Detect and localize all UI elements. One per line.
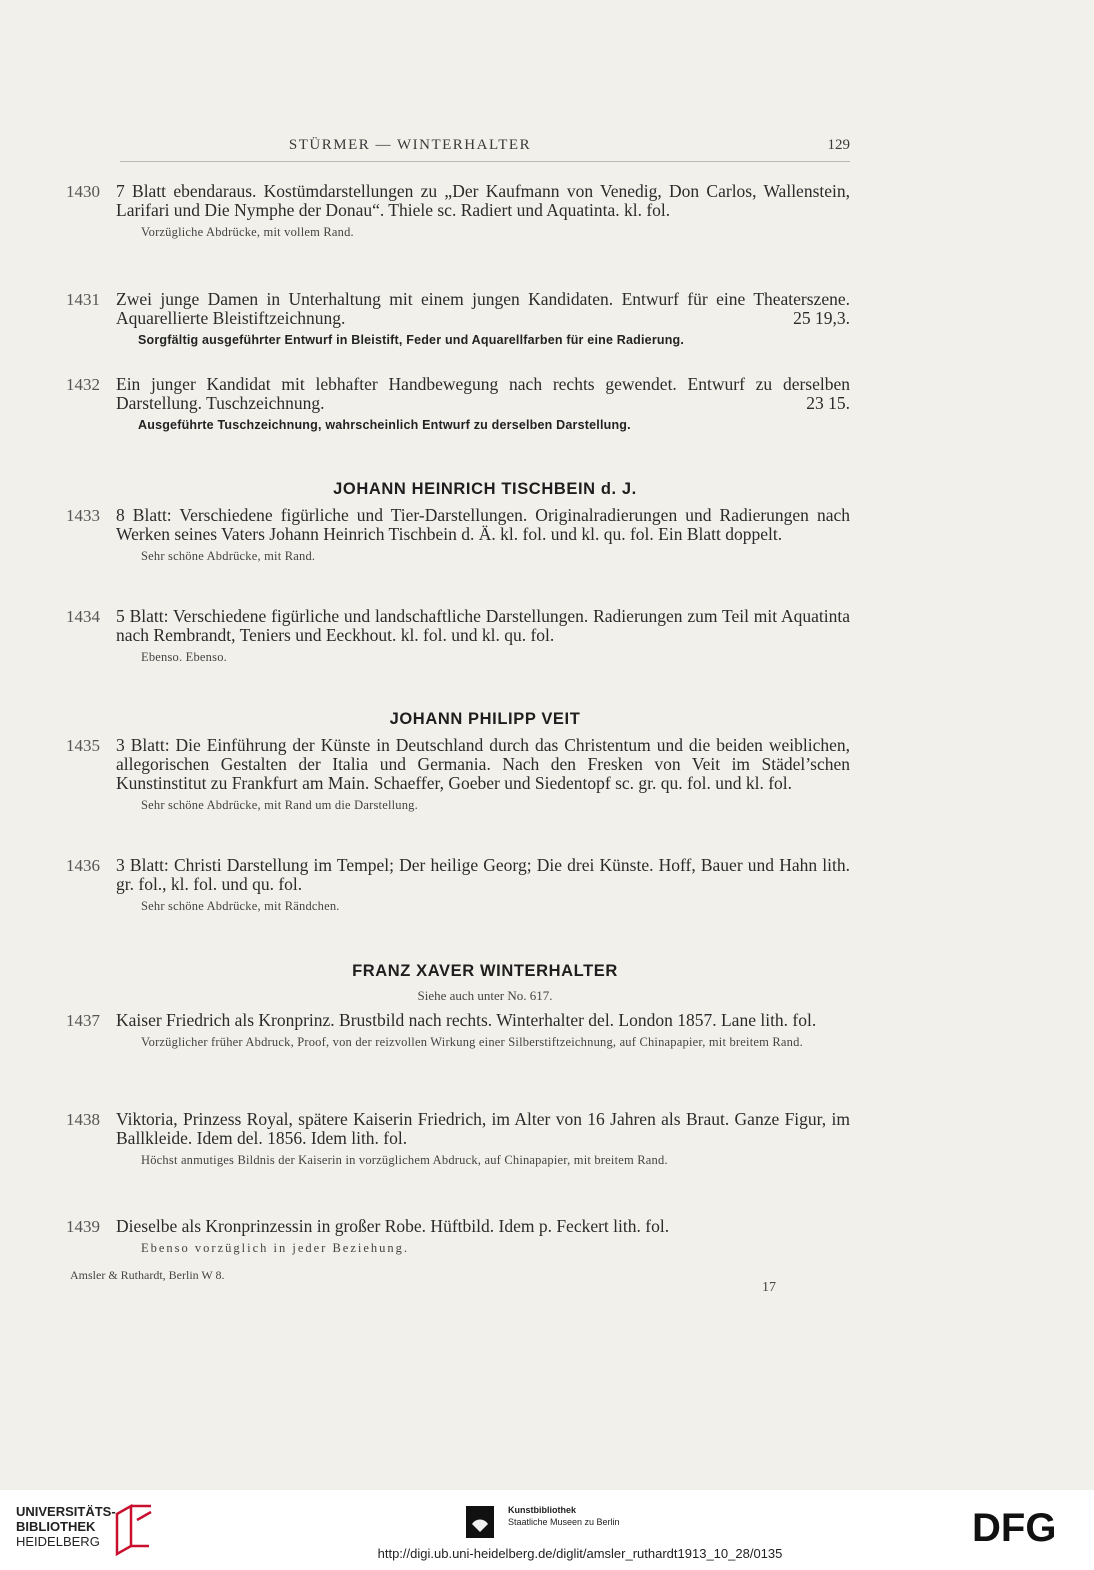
entry-number: 1430 (66, 182, 100, 201)
entry-description: 8 Blatt: Verschiedene figürliche und Tier-Darstellungen. Originalradierungen und Radierungen nach Werken seines Vaters Johann Heinrich Tischbein d. Ä. kl. fol. und kl. qu. fol. Ein Blatt doppelt. (116, 505, 850, 544)
entry-description-text: Zwei junge Damen in Unterhaltung mit einem jungen Kandidaten. Entwurf für eine Theaterszene. Aquarellierte Bleistiftzeichnung. (116, 289, 850, 328)
entry-number: 1434 (66, 607, 100, 626)
entry-number: 1436 (66, 856, 100, 875)
catalogue-entry-1432 (66, 375, 850, 434)
catalogue-entry-1430 (66, 182, 850, 241)
artist-heading-winterhalter: FRANZ XAVER WINTERHALTER (352, 962, 618, 980)
running-head (120, 137, 850, 162)
catalogue-entry-1433 (66, 506, 850, 565)
entry-dimensions: 23 15. (806, 393, 850, 413)
entry-condition-note: Sehr schöne Abdrücke, mit Rand. (141, 549, 316, 563)
ub-red-bracket-icon (111, 1500, 156, 1560)
printer-imprint: Amsler & Ruthardt, Berlin W 8. (70, 1268, 225, 1282)
kb-line-1: Kunstbibliothek (508, 1505, 576, 1515)
entry-condition-note: Sehr schöne Abdrücke, mit Rändchen. (141, 899, 340, 913)
catalogue-entry-1436 (66, 856, 850, 915)
catalogue-entry-1435 (66, 736, 850, 814)
running-title: STÜRMER — WINTERHALTER (288, 137, 532, 153)
entry-description: Dieselbe als Kronprinzessin in großer Robe. Hüftbild. Idem p. Feckert lith. fol. (116, 1216, 670, 1236)
entry-condition-note: Sorgfältig ausgeführter Entwurf in Bleistift, Feder und Aquarellfarben für eine Radierung. (138, 333, 685, 347)
dfg-wordmark: DFG (972, 1508, 1057, 1544)
entry-condition-note: Vorzügliche Abdrücke, mit vollem Rand. (141, 225, 354, 239)
kunstbibliothek-logo[interactable] (466, 1502, 666, 1542)
entry-number: 1432 (66, 375, 100, 394)
entry-description (116, 290, 850, 328)
entry-description: 5 Blatt: Verschiedene figürliche und landschaftliche Darstellungen. Radierungen zum Teil mit Aquatinta nach Rembrandt, Teniers und Eeckhout. kl. fol. und kl. qu. fol. (116, 606, 850, 645)
catalogue-entry-1431 (66, 290, 850, 349)
entry-description: 3 Blatt: Christi Darstellung im Tempel; Der heilige Georg; Die drei Künste. Hoff, Bauer und Hahn lith. gr. fol., kl. fol. und qu. fol. (116, 855, 850, 894)
entry-number: 1437 (66, 1011, 100, 1030)
smb-eagle-icon (466, 1506, 494, 1538)
ub-line-2: BIBLIOTHEK (16, 1519, 96, 1534)
catalogue-entry-1437 (66, 1011, 850, 1051)
cross-reference: Siehe auch unter No. 617. (417, 988, 553, 1003)
page-number: 129 (827, 137, 850, 153)
digitization-footer (0, 1490, 1094, 1570)
ub-line-3: HEIDELBERG (16, 1534, 100, 1549)
entry-condition-note: Vorzüglicher früher Abdruck, Proof, von der reizvollen Wirkung einer Silberstiftzeichnung, auf Chinapapier, mit breitem Rand. (141, 1035, 803, 1049)
entry-condition-note: Ausgeführte Tuschzeichnung, wahrscheinlich Entwurf zu derselben Darstellung. (138, 418, 631, 432)
artist-heading-tischbein: JOHANN HEINRICH TISCHBEIN d. J. (333, 480, 637, 498)
entry-description: 3 Blatt: Die Einführung der Künste in Deutschland durch das Christentum und die beiden weiblichen, allegorischen Gestalten der Italia und Germania. Nach den Fresken von Veit im Städel’schen Kunstinstitut zu Frankfurt am Main. Schaeffer, Goeber und Siedentopf sc. gr. qu. fol. und kl. fol. (116, 735, 850, 793)
entry-number: 1431 (66, 290, 100, 309)
entry-number: 1438 (66, 1110, 100, 1129)
catalogue-entry-1439 (66, 1217, 850, 1257)
entry-description (116, 375, 850, 413)
entry-condition-note: Ebenso vorzüglich in jeder Beziehung. (141, 1241, 410, 1255)
entry-dimensions: 25 19,3. (793, 308, 850, 328)
entry-number: 1439 (66, 1217, 100, 1236)
entry-condition-note: Höchst anmutiges Bildnis der Kaiserin in vorzüglichem Abdruck, auf Chinapapier, mit breitem Rand. (141, 1153, 668, 1167)
entry-condition-note: Ebenso. Ebenso. (141, 650, 227, 664)
permalink-url[interactable]: http://digi.ub.uni-heidelberg.de/diglit/amsler_ruthardt1913_10_28/0135 (377, 1546, 783, 1561)
kb-line-2: Staatliche Museen zu Berlin (508, 1517, 620, 1527)
ub-heidelberg-wordmark (16, 1504, 116, 1549)
entry-description: 7 Blatt ebendaraus. Kostümdarstellungen zu „Der Kaufmann von Venedig, Don Carlos, Wallenstein, Larifari und Die Nymphe der Donau“. Thiele sc. Radiert und Aquatinta. kl. fol. (116, 181, 850, 220)
entry-number: 1435 (66, 736, 100, 755)
entry-description: Viktoria, Prinzess Royal, spätere Kaiserin Friedrich, im Alter von 16 Jahren als Braut. Ganze Figur, im Ballkleide. Idem del. 1856. Idem lith. fol. (116, 1109, 850, 1148)
kunstbibliothek-wordmark (508, 1504, 620, 1528)
ub-heidelberg-logo[interactable] (16, 1500, 156, 1560)
entry-number: 1433 (66, 506, 100, 525)
ub-line-1: UNIVERSITÄTS- (16, 1504, 116, 1519)
entry-description-text: Ein junger Kandidat mit lebhafter Handbewegung nach rechts gewendet. Entwurf zu derselben Darstellung. Tuschzeichnung. (116, 374, 850, 413)
artist-heading-veit: JOHANN PHILIPP VEIT (389, 710, 581, 728)
catalogue-entry-1438 (66, 1110, 850, 1169)
entry-description: Kaiser Friedrich als Kronprinz. Brustbild nach rechts. Winterhalter del. London 1857. Lane lith. fol. (116, 1010, 817, 1030)
entry-condition-note: Sehr schöne Abdrücke, mit Rand um die Darstellung. (141, 798, 418, 812)
catalogue-entry-1434 (66, 607, 850, 666)
dfg-logo[interactable] (972, 1508, 1076, 1544)
signature-mark: 17 (762, 1280, 776, 1295)
